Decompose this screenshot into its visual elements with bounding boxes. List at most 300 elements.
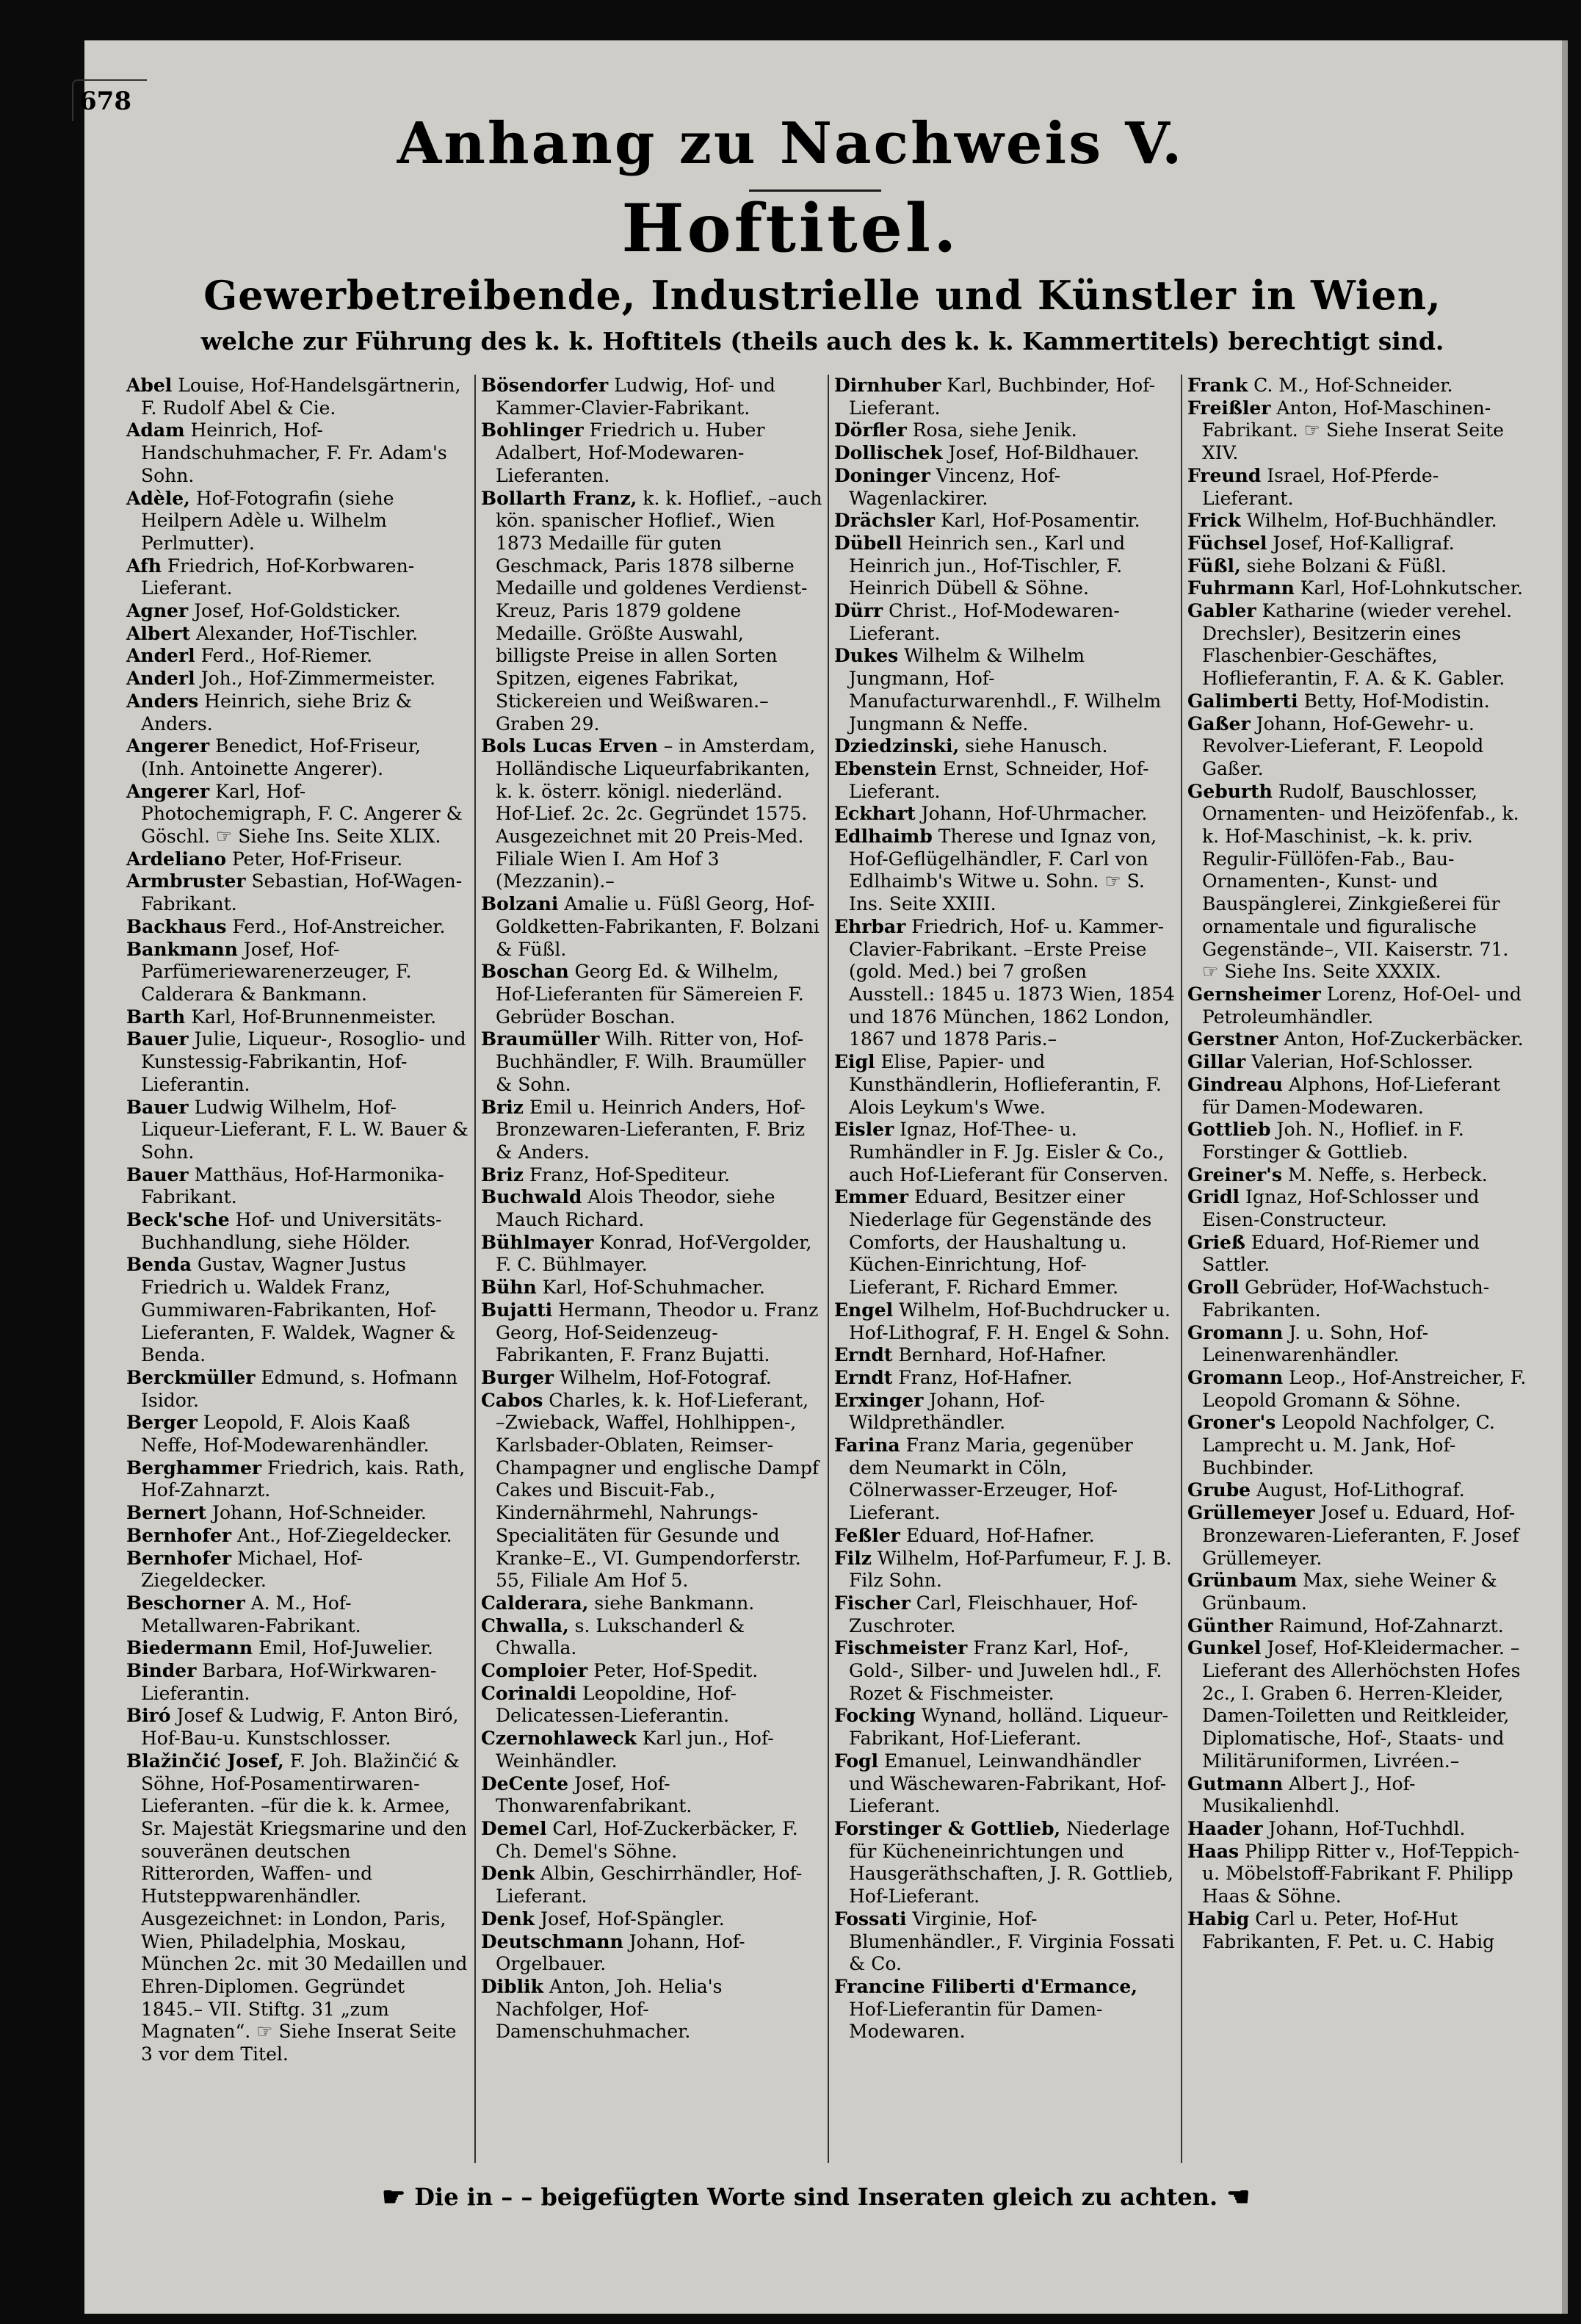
footer-text: Die in – – beigefügten Worte sind Inseraten gleich zu achten. xyxy=(414,2183,1218,2211)
entry-name: Berckmüller xyxy=(126,1366,256,1388)
entry-name: Gunkel xyxy=(1187,1637,1262,1659)
directory-entry xyxy=(1187,1322,1529,1367)
entry-text: Josef, Hof-Goldsticker. xyxy=(194,600,401,622)
entry-text: Heinrich, Hof-Handschuhmacher, F. Fr. Adam's Sohn. xyxy=(141,419,447,486)
entry-name: Benda xyxy=(126,1254,192,1276)
entry-text: C. M., Hof-Schneider. xyxy=(1253,375,1453,396)
entry-name: Czernohlaweck xyxy=(481,1728,637,1750)
entry-text: Josef u. Eduard, Hof-Bronzewaren-Lieferanten, F. Josef Grüllemeyer. xyxy=(1202,1502,1519,1569)
directory-entry xyxy=(126,1660,469,1705)
directory-entry xyxy=(834,916,1176,1051)
directory-entry xyxy=(834,1390,1176,1435)
directory-entry xyxy=(1187,1570,1529,1614)
entry-text: Josef & Ludwig, F. Anton Biró, Hof-Bau-u. Kunstschlosser. xyxy=(141,1705,459,1750)
directory-entry xyxy=(481,1931,822,1976)
entry-name: Füchsel xyxy=(1187,532,1267,554)
entry-name: Chwalla, xyxy=(481,1614,569,1636)
entry-text: Valerian, Hof-Schlosser. xyxy=(1251,1051,1474,1073)
entry-text: Friedrich, Hof-Korbwaren-Lieferant. xyxy=(141,555,415,599)
directory-entry xyxy=(126,668,469,690)
entry-name: Fossati xyxy=(834,1908,907,1930)
entry-name: Diblik xyxy=(481,1975,543,1997)
entry-name: Bollarth Franz, xyxy=(481,487,637,509)
directory-entry xyxy=(834,375,1176,419)
directory-entry xyxy=(481,1277,822,1299)
entry-name: Afh xyxy=(126,555,162,577)
entry-text: Wilh. Ritter von, Hof-Buchhändler, F. Wilh. Braumüller & Sohn. xyxy=(496,1028,806,1095)
entry-text: Vincenz, Hof-Wagenlackirer. xyxy=(849,464,1061,509)
directory-entry xyxy=(481,1908,822,1931)
entry-name: Gillar xyxy=(1187,1051,1246,1073)
directory-entry xyxy=(1187,1637,1529,1772)
entry-text: A. M., Hof-Metallwaren-Fabrikant. xyxy=(141,1592,361,1636)
entry-text: Albert J., Hof-Musikalienhdl. xyxy=(1202,1772,1416,1817)
entry-name: Haader xyxy=(1187,1818,1263,1839)
directory-entry xyxy=(126,375,469,419)
entry-text: Karl, Hof-Photochemigraph, F. C. Angerer & Göschl. ☞ Siehe Ins. Seite XLIX. xyxy=(141,780,463,848)
directory-entry xyxy=(1187,1164,1529,1187)
entry-name: Gindreau xyxy=(1187,1073,1283,1095)
directory-entry xyxy=(126,1705,469,1750)
entry-text: Albin, Geschirrhändler, Hof-Lieferant. xyxy=(496,1863,803,1908)
directory-entry xyxy=(834,1435,1176,1525)
entry-text: Heinrich sen., Karl und Heinrich jun., Hof-Tischler, F. Heinrich Dübell & Söhne. xyxy=(849,532,1126,599)
entry-text: Wilhelm & Wilhelm Jungmann, Hof-Manufacturwarenhdl., F. Wilhelm Jungmann & Neffe. xyxy=(849,645,1162,735)
directory-entry xyxy=(126,735,469,780)
entry-name: Dollischek xyxy=(834,442,943,464)
directory-entry xyxy=(481,1660,822,1683)
entry-name: Calderara, xyxy=(481,1592,589,1614)
entry-text: Christ., Hof-Modewaren-Lieferant. xyxy=(849,600,1120,644)
directory-entry xyxy=(1187,781,1529,984)
entry-name: Freund xyxy=(1187,464,1262,486)
entry-name: Angerer xyxy=(126,735,210,757)
directory-entry xyxy=(834,1051,1176,1119)
directory-entry xyxy=(126,1254,469,1367)
entry-name: Drächsler xyxy=(834,510,936,532)
entry-name: Erndt xyxy=(834,1344,893,1366)
directory-entry xyxy=(1187,713,1529,781)
directory-entry xyxy=(481,1232,822,1277)
entry-name: Francine Filiberti d'Ermance, xyxy=(834,1975,1137,1997)
entry-text: Ferd., Hof-Riemer. xyxy=(200,645,373,667)
directory-entry xyxy=(834,1908,1176,1976)
directory-entry xyxy=(834,1637,1176,1705)
directory-entry xyxy=(834,758,1176,803)
entry-name: Adèle, xyxy=(126,487,190,509)
directory-entry xyxy=(1187,984,1529,1028)
entry-text: Niederlage für Kücheneinrichtungen und Hausgeräthschaften, J. R. Gottlieb, Hof-Lieferant. xyxy=(849,1818,1173,1908)
entry-text: Amalie u. Füßl Georg, Hof-Goldketten-Fabrikanten, F. Bolzani & Füßl. xyxy=(496,893,820,960)
entry-name: Feßler xyxy=(834,1524,900,1546)
entry-text: Josef, Hof-Thonwarenfabrikant. xyxy=(496,1772,692,1817)
directory-entry xyxy=(481,1299,822,1367)
entry-name: Dörfler xyxy=(834,419,907,441)
entry-name: Füßl, xyxy=(1187,555,1241,577)
entry-text: Franz, Hof-Spediteur. xyxy=(529,1163,730,1186)
directory-entry xyxy=(834,1705,1176,1750)
entry-text: Benedict, Hof-Friseur, (Inh. Antoinette Angerer). xyxy=(141,735,422,779)
directory-entry xyxy=(126,1750,469,2066)
entry-text: Karl, Hof-Schuhmacher. xyxy=(542,1277,765,1299)
entry-text: Elise, Papier- und Kunsthändlerin, Hoflieferantin, F. Alois Leykum's Wwe. xyxy=(849,1051,1162,1118)
entry-name: Demel xyxy=(481,1818,547,1839)
directory-entry xyxy=(1187,1818,1529,1841)
entry-name: Bolzani xyxy=(481,893,559,915)
entry-text: Charles, k. k. Hof-Lieferant, –Zwieback, Waffel, Hohlhippen-, Karlsbader-Oblaten, Reimser-Champagner und englische Dampf Cakes und Biscuit-Fab., Kindernährmehl, Nahrungs-Specialitäten für Gesunde und Kranke–E., VI. Gumpendorferstr. 55, Filiale Am Hof 5. xyxy=(496,1389,820,1592)
entry-text: Max, siehe Weiner & Grünbaum. xyxy=(1202,1570,1497,1614)
entry-name: Dukes xyxy=(834,645,899,667)
directory-entry xyxy=(834,465,1176,510)
entry-name: Freißler xyxy=(1187,397,1271,419)
entry-text: Barbara, Hof-Wirkwaren-Lieferantin. xyxy=(141,1660,437,1704)
directory-entry xyxy=(834,1367,1176,1390)
entry-text: Emil, Hof-Juwelier. xyxy=(258,1637,433,1659)
entry-name: Angerer xyxy=(126,780,210,802)
footer-note xyxy=(382,2182,1410,2212)
entry-text: Anton, Hof-Zuckerbäcker. xyxy=(1284,1028,1524,1050)
entry-text: Matthäus, Hof-Harmonika-Fabrikant. xyxy=(141,1163,444,1208)
entry-name: Armbruster xyxy=(126,870,246,892)
entry-name: Biedermann xyxy=(126,1637,253,1659)
entry-name: Grube xyxy=(1187,1479,1251,1501)
entry-text: – in Amsterdam, Holländische Liqueurfabrikanten, k. k. österr. königl. niederländ. Hof-Lief. 2c. 2c. Gegründet 1575. Ausgezeichnet mit 20 Preis-Med. Filiale Wien I. Am Hof 3 (Mezzanin).– xyxy=(496,735,816,892)
entry-text: Eduard, Besitzer einer Niederlage für Gegenstände des Comforts, der Haushaltung u. Küchen-Einrichtung, Hof-Lieferant, F. Richard Emmer. xyxy=(849,1186,1152,1299)
directory-entry xyxy=(1187,1502,1529,1570)
entry-name: Fuhrmann xyxy=(1187,577,1295,599)
entry-name: Gridl xyxy=(1187,1186,1240,1208)
directory-entry xyxy=(126,1209,469,1254)
entry-text: Joh., Hof-Zimmermeister. xyxy=(200,668,436,690)
entry-name: Boschan xyxy=(481,961,569,983)
directory-entry xyxy=(1187,1232,1529,1277)
entry-name: Ardeliano xyxy=(126,848,226,870)
directory-entry xyxy=(834,826,1176,916)
entry-name: Gaßer xyxy=(1187,712,1251,735)
entry-name: Groll xyxy=(1187,1277,1240,1299)
entry-name: Bankmann xyxy=(126,938,238,960)
entry-text: Wilhelm, Hof-Buchhändler. xyxy=(1246,510,1497,532)
directory-entry xyxy=(126,623,469,646)
entry-text: Betty, Hof-Modistin. xyxy=(1303,690,1490,712)
entry-text: Hermann, Theodor u. Franz Georg, Hof-Seidenzeug-Fabrikanten, F. Franz Bujatti. xyxy=(496,1299,819,1366)
entry-text: Gustav, Wagner Justus Friedrich u. Waldek Franz, Gummiwaren-Fabrikanten, Hof-Lieferanten, F. Waldek, Wagner & Benda. xyxy=(141,1254,456,1366)
entry-name: Bernert xyxy=(126,1502,207,1524)
entry-name: Deutschmann xyxy=(481,1930,623,1952)
entry-text: Josef, Hof-Parfümeriewarenerzeuger, F. Calderara & Bankmann. xyxy=(141,938,412,1005)
entry-name: Fischer xyxy=(834,1592,911,1614)
entry-text: Ignaz, Hof-Thee- u. Rumhändler in F. Jg. Eisler & Co., auch Hof-Lieferant für Conserven. xyxy=(849,1119,1169,1186)
entry-name: Engel xyxy=(834,1299,894,1321)
directory-entry xyxy=(126,781,469,848)
entry-text: Alois Theodor, siehe Mauch Richard. xyxy=(496,1186,775,1231)
entry-text: Gebrüder, Hof-Wachstuch-Fabrikanten. xyxy=(1202,1277,1490,1321)
entry-text: k. k. Hoflief., –auch kön. spanischer Hoflief., Wien 1873 Medaille für guten Geschmack, Paris 1878 silberne Medaille und goldenes Verdienst-Kreuz, Paris 1879 goldene Medaille. Größte Auswahl, billigste Preise in allen Sorten Spitzen, eigenes Fabrikat, Stickereien und Weißwaren.– Graben 29. xyxy=(496,487,822,735)
directory-entry xyxy=(126,1525,469,1548)
entry-name: Burger xyxy=(481,1366,554,1388)
directory-entry xyxy=(834,1119,1176,1186)
directory-entry xyxy=(1187,1479,1529,1502)
directory-entry xyxy=(1187,1028,1529,1051)
entry-name: Dirnhuber xyxy=(834,375,941,396)
entry-text: Alexander, Hof-Tischler. xyxy=(195,622,419,644)
entry-text: Julie, Liqueur-, Rosoglio- und Kunstessig-Fabrikantin, Hof-Lieferantin. xyxy=(141,1028,466,1095)
entry-text: Johann, Hof-Orgelbauer. xyxy=(496,1930,745,1975)
directory-entry xyxy=(126,848,469,871)
entry-name: Beschorner xyxy=(126,1592,245,1614)
entry-text: Peter, Hof-Spedit. xyxy=(593,1660,759,1682)
directory-entry xyxy=(481,488,822,736)
entry-name: Adam xyxy=(126,419,185,441)
entry-name: Agner xyxy=(126,600,189,622)
directory-entry xyxy=(834,442,1176,465)
entry-text: Lorenz, Hof-Oel- und Petroleumhändler. xyxy=(1202,983,1522,1028)
entry-name: Doninger xyxy=(834,464,930,486)
directory-entry xyxy=(834,533,1176,600)
directory-column-1 xyxy=(121,375,474,2163)
directory-entry xyxy=(1187,1841,1529,1908)
entry-text: Therese und Ignaz von, Hof-Geflügelhändler, F. Carl von Edlhaimb's Witwe u. Sohn. ☞ S. Ins. Seite XXIII. xyxy=(849,826,1157,915)
entry-name: Gernsheimer xyxy=(1187,983,1321,1005)
entry-text: Anton, Hof-Maschinen-Fabrikant. ☞ Siehe Inserat Seite XIV. xyxy=(1202,397,1504,464)
entry-text: Ferd., Hof-Anstreicher. xyxy=(232,915,446,937)
entry-text: Philipp Ritter v., Hof-Teppich-u. Möbelstoff-Fabrikant F. Philipp Haas & Söhne. xyxy=(1202,1840,1520,1908)
entry-name: Greiner's xyxy=(1187,1163,1282,1186)
entry-name: Beck'sche xyxy=(126,1209,230,1231)
entry-name: Bernhofer xyxy=(126,1524,232,1546)
directory-entry xyxy=(1187,555,1529,578)
directory-entry xyxy=(126,1367,469,1412)
entry-name: Anderl xyxy=(126,668,195,690)
entry-text: Virginie, Hof-Blumenhändler., F. Virginia Fossati & Co. xyxy=(849,1908,1175,1975)
directory-entry xyxy=(834,645,1176,735)
directory-entry xyxy=(834,1976,1176,2043)
directory-entry xyxy=(481,1186,822,1231)
directory-entry xyxy=(481,961,822,1028)
entry-text: s. Lukschanderl & Chwalla. xyxy=(496,1614,745,1659)
entry-text: Josef, Hof-Kleidermacher. –Lieferant des Allerhöchsten Hofes 2c., I. Graben 6. Herren-Kleider, Damen-Toiletten und Reitkleider, Diplomatische, Hof-, Staats- und Militäruniformen, Livréen.– xyxy=(1202,1637,1521,1772)
directory-entry xyxy=(834,1750,1176,1818)
entry-text: Wynand, holländ. Liqueur-Fabrikant, Hof-Lieferant. xyxy=(849,1705,1169,1750)
entry-name: Bohlinger xyxy=(481,419,584,441)
entry-text: Carl, Fleischhauer, Hof-Zuschroter. xyxy=(849,1592,1138,1636)
entry-name: Gromann xyxy=(1187,1366,1284,1388)
directory-entry xyxy=(1187,465,1529,510)
entry-text: Josef, Hof-Bildhauer. xyxy=(948,442,1140,464)
directory-entry xyxy=(1187,1277,1529,1321)
entry-name: Bühlmayer xyxy=(481,1231,594,1253)
directory-entry xyxy=(126,1592,469,1637)
entry-name: Anderl xyxy=(126,645,195,667)
entry-text: Joh. N., Hoflief. in F. Forstinger & Gottlieb. xyxy=(1202,1119,1464,1163)
entry-text: Leop., Hof-Anstreicher, F. Leopold Gromann & Söhne. xyxy=(1202,1366,1527,1411)
directory-entry xyxy=(126,600,469,623)
directory-entry xyxy=(126,1637,469,1660)
directory-entry xyxy=(126,1457,469,1502)
directory-entry xyxy=(481,1615,822,1660)
entry-text: Michael, Hof-Ziegeldecker. xyxy=(141,1547,363,1592)
directory-entry xyxy=(1187,1367,1529,1412)
directory-entry xyxy=(481,1773,822,1818)
directory-entry xyxy=(1187,1051,1529,1074)
directory-entry xyxy=(1187,1186,1529,1231)
directory-entry xyxy=(834,1592,1176,1637)
entry-text: Konrad, Hof-Vergolder, F. C. Bühlmayer. xyxy=(496,1231,812,1276)
entry-name: Grünbaum xyxy=(1187,1570,1298,1592)
entry-text: Johann, Hof-Tuchhdl. xyxy=(1268,1818,1466,1839)
entry-text: Johann, Hof-Gewehr- u. Revolver-Lieferant, F. Leopold Gaßer. xyxy=(1202,712,1484,779)
entry-text: Karl, Hof-Lohnkutscher. xyxy=(1300,577,1523,599)
directory-entry xyxy=(481,1390,822,1592)
directory-entry xyxy=(481,735,822,893)
entry-name: Denk xyxy=(481,1908,535,1930)
entry-name: Gabler xyxy=(1187,600,1256,622)
entry-name: DeCente xyxy=(481,1772,569,1794)
entry-name: Haas xyxy=(1187,1840,1240,1862)
directory-column-4 xyxy=(1181,375,1534,2163)
entry-name: Backhaus xyxy=(126,915,227,937)
directory-entry xyxy=(1187,1119,1529,1163)
entry-text: Peter, Hof-Friseur. xyxy=(231,848,403,870)
entry-name: Galimberti xyxy=(1187,690,1298,712)
directory-entry xyxy=(481,893,822,961)
directory-entry xyxy=(834,803,1176,826)
directory-entry xyxy=(1187,690,1529,713)
entry-name: Emmer xyxy=(834,1186,909,1208)
directory-entry xyxy=(126,916,469,939)
directory-entry xyxy=(481,1863,822,1908)
entry-name: Ebenstein xyxy=(834,757,937,779)
entry-text: Ignaz, Hof-Schlosser und Eisen-Constructeur. xyxy=(1202,1186,1480,1231)
entry-text: Friedrich, kais. Rath, Hof-Zahnarzt. xyxy=(141,1457,466,1501)
directory-entry xyxy=(1187,600,1529,690)
entry-name: Habig xyxy=(1187,1908,1250,1930)
entry-name: Ehrbar xyxy=(834,915,906,937)
entry-text: Leopold, F. Alois Kaaß Neffe, Hof-Modewarenhändler. xyxy=(141,1412,430,1457)
directory-entry xyxy=(481,1164,822,1187)
entry-name: Bauer xyxy=(126,1163,189,1186)
entry-name: Eckhart xyxy=(834,803,916,825)
entry-name: Bernhofer xyxy=(126,1547,232,1569)
entry-name: Farina xyxy=(834,1435,900,1457)
entry-name: Blažinčić Josef, xyxy=(126,1750,284,1772)
entry-text: Hof-Fotografin (siehe Heilpern Adèle u. Wilhelm Perlmutter). xyxy=(141,487,394,554)
entry-text: Georg Ed. & Wilhelm, Hof-Lieferanten für Sämereien F. Gebrüder Boschan. xyxy=(496,961,804,1028)
entry-text: Johann, Hof-Wildprethändler. xyxy=(849,1389,1046,1434)
entry-text: Raimund, Hof-Zahnarzt. xyxy=(1278,1614,1504,1636)
entry-text: Johann, Hof-Uhrmacher. xyxy=(921,803,1148,825)
directory-entry xyxy=(126,1164,469,1209)
entry-text: Edmund, s. Hofmann Isidor. xyxy=(141,1366,458,1411)
directory-entry xyxy=(481,1097,822,1164)
directory-columns xyxy=(121,375,1535,2163)
entry-name: Berghammer xyxy=(126,1457,262,1479)
directory-entry xyxy=(834,1186,1176,1299)
entry-text: Johann, Hof-Schneider. xyxy=(211,1502,427,1524)
entry-name: Gerstner xyxy=(1187,1028,1278,1050)
entry-name: Bujatti xyxy=(481,1299,553,1321)
entry-name: Dziedzinski, xyxy=(834,735,960,757)
entry-text: Eduard, Hof-Riemer und Sattler. xyxy=(1202,1231,1480,1276)
directory-entry xyxy=(126,419,469,487)
directory-entry xyxy=(126,645,469,668)
entry-name: Braumüller xyxy=(481,1028,600,1050)
entry-text: Ernst, Schneider, Hof-Lieferant. xyxy=(849,757,1149,802)
entry-name: Forstinger & Gottlieb, xyxy=(834,1818,1061,1839)
entry-name: Fischmeister xyxy=(834,1637,968,1659)
directory-entry xyxy=(834,1818,1176,1908)
entry-text: Wilhelm, Hof-Buchdrucker u. Hof-Lithograf, F. H. Engel & Sohn. xyxy=(849,1299,1171,1343)
entry-text: Franz, Hof-Hafner. xyxy=(898,1366,1073,1388)
entry-text: siehe Hanusch. xyxy=(965,735,1108,757)
entry-name: Briz xyxy=(481,1096,524,1118)
entry-text: Franz Maria, gegenüber dem Neumarkt in Cöln, Cölnerwasser-Erzeuger, Hof-Lieferant. xyxy=(849,1435,1133,1524)
entry-text: Anton, Joh. Helia's Nachfolger, Hof-Damenschuhmacher. xyxy=(496,1975,723,2043)
entry-name: Barth xyxy=(126,1006,186,1028)
entry-text: Hof-Lieferantin für Damen-Modewaren. xyxy=(849,1998,1103,2043)
entry-text: Karl, Hof-Brunnenmeister. xyxy=(191,1006,437,1028)
directory-column-3 xyxy=(828,375,1181,2163)
section-subtitle: Gewerbetreibende, Industrielle und Künstler in Wien, xyxy=(203,272,1441,319)
entry-text: Sebastian, Hof-Wagen-Fabrikant. xyxy=(141,870,463,915)
directory-column-2 xyxy=(474,375,828,2163)
directory-entry xyxy=(481,1028,822,1096)
entry-text: Wilhelm, Hof-Fotograf. xyxy=(560,1366,772,1388)
entry-name: Geburth xyxy=(1187,780,1273,802)
directory-entry xyxy=(481,1592,822,1615)
entry-text: Emil u. Heinrich Anders, Hof-Bronzewaren-Lieferanten, F. Briz & Anders. xyxy=(496,1096,806,1163)
entry-text: Karl, Buchbinder, Hof-Lieferant. xyxy=(849,375,1156,419)
directory-entry xyxy=(481,1818,822,1863)
directory-entry xyxy=(1187,397,1529,465)
entry-name: Bösendorfer xyxy=(481,375,609,396)
entry-name: Gutmann xyxy=(1187,1772,1284,1794)
entry-text: Rudolf, Bauschlosser, Ornamenten- und Heizöfenfab., k. k. Hof-Maschinist, –k. k. priv. Regulir-Füllöfen-Fab., Bau-Ornamenten-, Kunst- und Bauspänglerei, Zinkgießerei für ornamentale und figuralische Gegenstände–, VII. Kaiserstr. 71. ☞ Siehe Ins. Seite XXXIX. xyxy=(1202,780,1519,983)
directory-entry xyxy=(1187,1074,1529,1119)
entry-text: siehe Bolzani & Füßl. xyxy=(1246,555,1447,577)
entry-name: Anders xyxy=(126,690,199,712)
directory-entry xyxy=(481,1367,822,1390)
entry-text: Leopoldine, Hof-Delicatessen-Lieferantin. xyxy=(496,1682,737,1727)
entry-text: Ant., Hof-Ziegeldecker. xyxy=(237,1524,452,1546)
directory-entry xyxy=(1187,1412,1529,1479)
entry-name: Günther xyxy=(1187,1614,1273,1636)
directory-entry xyxy=(481,419,822,487)
directory-entry xyxy=(126,1006,469,1029)
directory-entry xyxy=(1187,577,1529,600)
entry-name: Eisler xyxy=(834,1119,894,1141)
pointing-hand-left-icon: ☚ xyxy=(1226,2182,1251,2212)
entry-name: Biró xyxy=(126,1705,171,1727)
directory-entry xyxy=(481,1728,822,1772)
directory-entry xyxy=(1187,510,1529,533)
entry-name: Bauer xyxy=(126,1096,189,1118)
entry-text: Carl u. Peter, Hof-Hut Fabrikanten, F. Pet. u. C. Habig xyxy=(1202,1908,1495,1952)
entry-text: Heinrich, siehe Briz & Anders. xyxy=(141,690,412,735)
entry-text: Karl, Hof-Posamentir. xyxy=(941,510,1140,532)
directory-entry xyxy=(1187,375,1529,397)
section-heading: Hoftitel. xyxy=(621,190,960,267)
entry-name: Focking xyxy=(834,1705,916,1727)
entry-text: Ludwig Wilhelm, Hof-Liqueur-Lieferant, F. L. W. Bauer & Sohn. xyxy=(141,1096,468,1163)
directory-entry xyxy=(481,1683,822,1728)
entry-text: Friedrich, Hof- u. Kammer-Clavier-Fabrikant. –Erste Preise (gold. Med.) bei 7 großen Ausstell.: 1845 u. 1873 Wien, 1854 und 1876 München, 1862 London, 1867 und 1878 Paris.– xyxy=(849,915,1175,1050)
entry-text: Carl, Hof-Zuckerbäcker, F. Ch. Demel's Söhne. xyxy=(496,1818,798,1862)
entry-name: Fogl xyxy=(834,1750,879,1772)
directory-entry xyxy=(834,1548,1176,1592)
entry-text: Katharine (wieder verehel. Drechsler), Besitzerin eines Flaschenbier-Geschäftes, Hoflieferantin, F. A. & K. Gabler. xyxy=(1202,600,1513,690)
directory-entry xyxy=(834,1525,1176,1548)
